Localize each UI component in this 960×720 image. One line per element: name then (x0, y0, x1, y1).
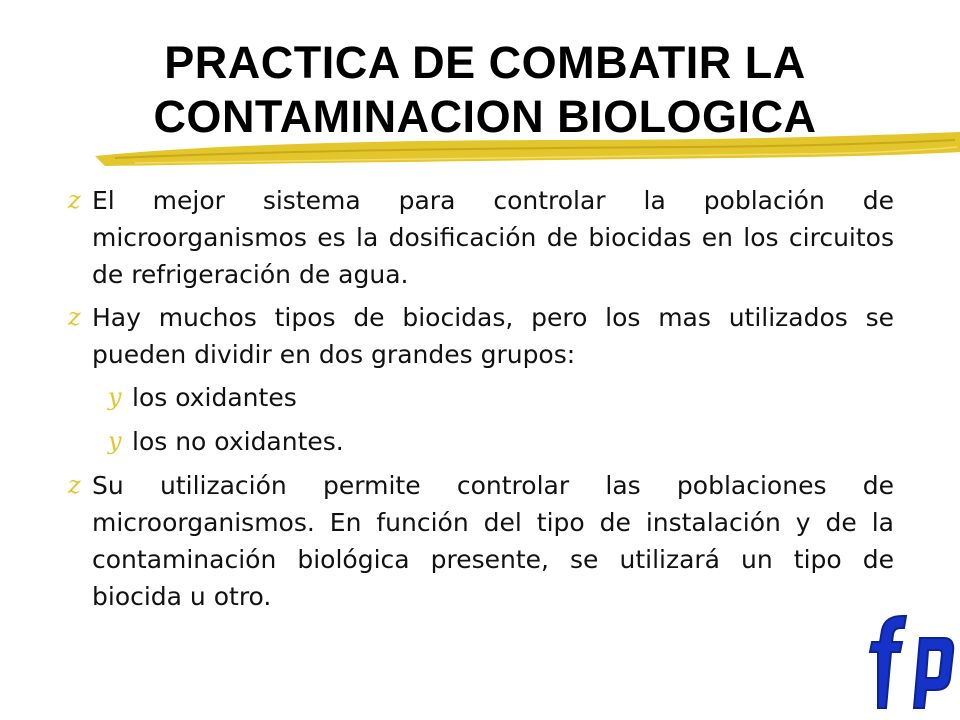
sub-bullet-text: los no oxidantes. (132, 427, 344, 456)
bullet-icon: z (68, 303, 81, 331)
bullet-item-3 (64, 467, 894, 615)
bullet-text: Su utilización permite controlar las poblaciones de microorganismos. En función del tipo de instalación y de la contaminación biológica presente, se utilizará un tipo de biocida u otro. (92, 471, 894, 611)
title-underline-brushstroke (95, 128, 960, 178)
sub-bullet-item-1 (64, 379, 894, 416)
sub-bullet-icon: y (108, 427, 122, 455)
fp-logo-icon (856, 608, 956, 716)
bullet-icon: z (68, 471, 81, 499)
bullet-text: Hay muchos tipos de biocidas, pero los mas utilizados se pueden dividir en dos grandes grupos: (92, 303, 894, 369)
bullet-item-1 (64, 182, 894, 293)
slide-content (64, 182, 894, 621)
sub-bullet-text: los oxidantes (132, 383, 297, 412)
sub-bullet-item-2 (64, 423, 894, 460)
bullet-icon: z (68, 186, 81, 214)
title-line-2: CONTAMINACION BIOLOGICA (153, 91, 817, 142)
bullet-text: El mejor sistema para controlar la población de microorganismos es la dosificación de biocidas en los circuitos de refrigeración de agua. (92, 186, 894, 289)
title-line-1: PRACTICA DE COMBATIR LA (164, 37, 806, 88)
bullet-item-2 (64, 299, 894, 373)
sub-bullet-icon: y (108, 383, 122, 411)
